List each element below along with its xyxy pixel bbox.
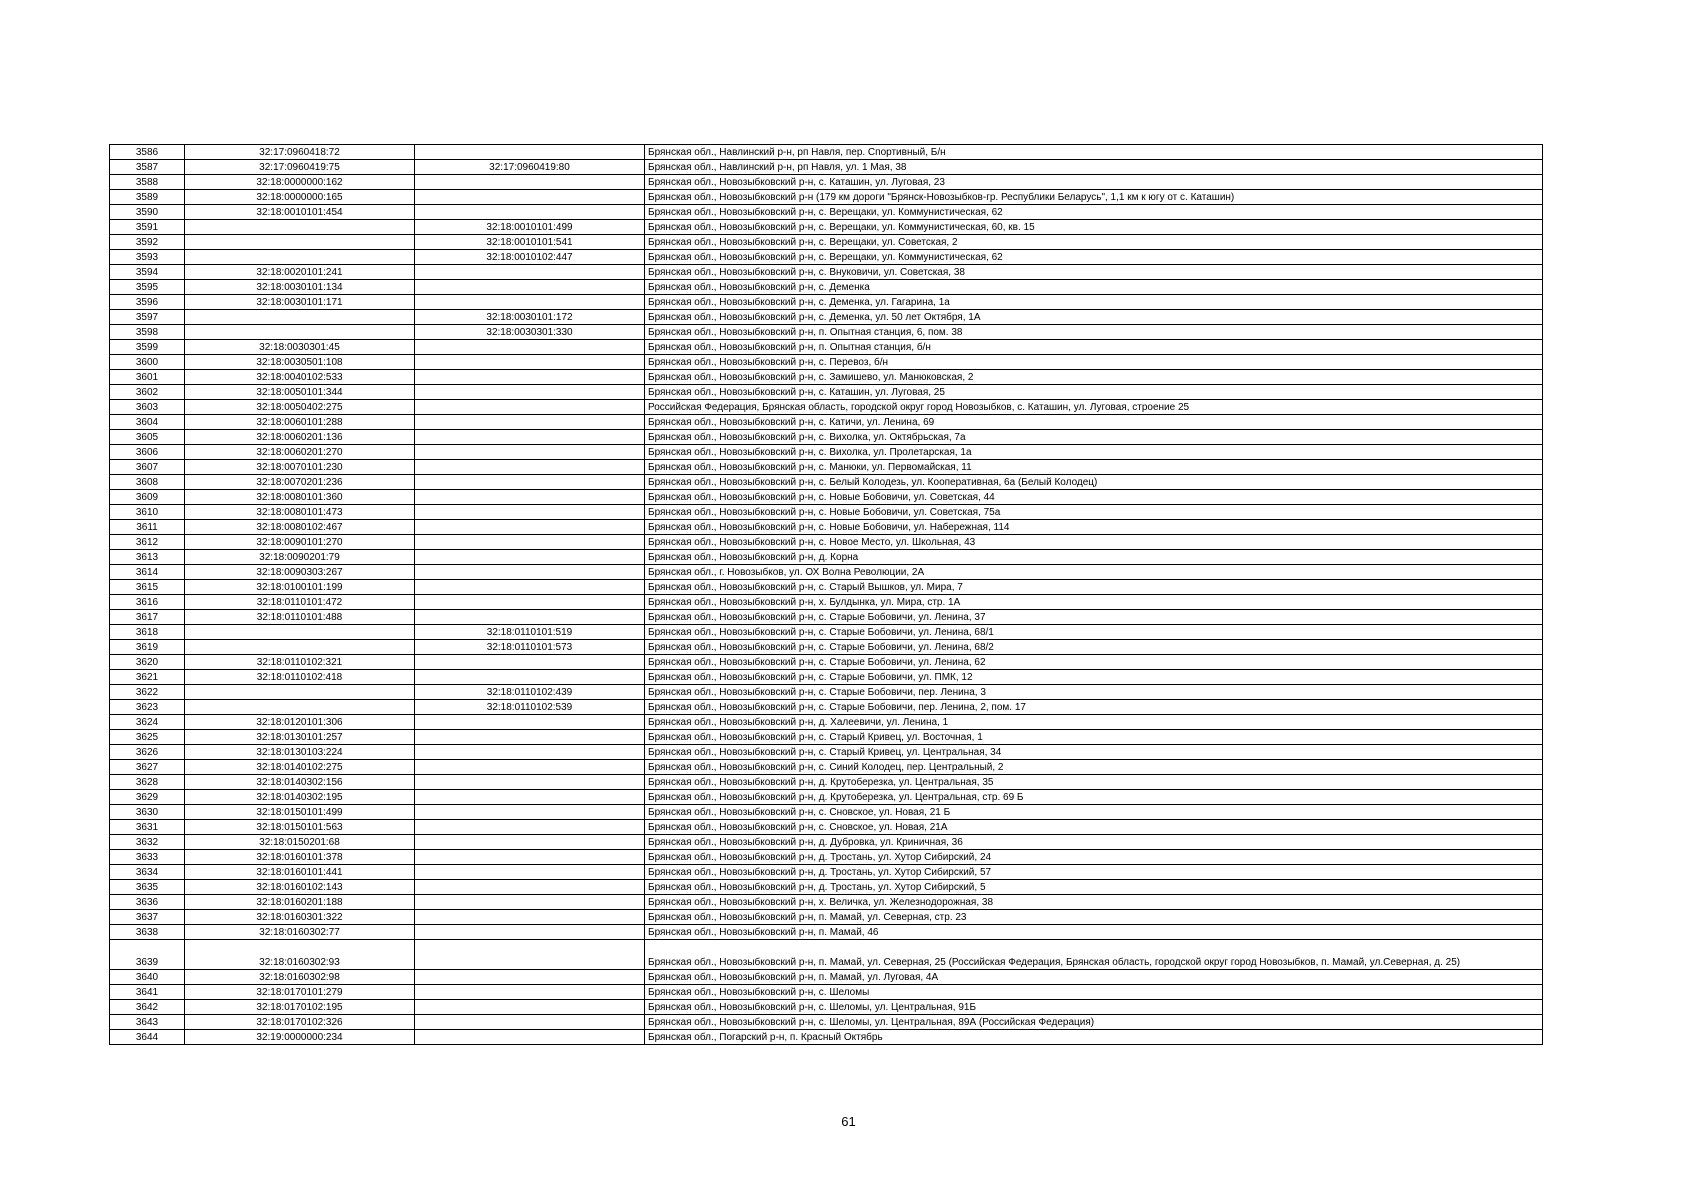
related-cadastral-number-cell xyxy=(415,805,645,820)
related-cadastral-number-cell xyxy=(415,565,645,580)
table-row xyxy=(110,490,1543,505)
address-cell: Брянская обл., Новозыбковский р-н, с. Шеломы, ул. Центральная, 89А (Российская Федерация) xyxy=(645,1015,1543,1030)
row-number-cell: 3604 xyxy=(110,415,185,430)
table-row xyxy=(110,160,1543,175)
related-cadastral-number-cell xyxy=(415,910,645,925)
table-row xyxy=(110,685,1543,700)
related-cadastral-number-cell xyxy=(415,595,645,610)
table-row xyxy=(110,805,1543,820)
cadastral-number-cell: 32:18:0160302:93 xyxy=(185,940,415,970)
row-number-cell: 3644 xyxy=(110,1030,185,1045)
row-number-cell: 3599 xyxy=(110,340,185,355)
address-cell: Брянская обл., Новозыбковский р-н, д. Тростань, ул. Хутор Сибирский, 24 xyxy=(645,850,1543,865)
table-row xyxy=(110,235,1543,250)
cadastral-number-cell: 32:18:0160101:378 xyxy=(185,850,415,865)
cadastral-number-cell: 32:18:0060201:136 xyxy=(185,430,415,445)
table-row xyxy=(110,730,1543,745)
row-number-cell: 3637 xyxy=(110,910,185,925)
address-cell: Брянская обл., Новозыбковский р-н, д. Крутоберезка, ул. Центральная, стр. 69 Б xyxy=(645,790,1543,805)
address-cell: Брянская обл., Новозыбковский р-н, с. Старые Бобовичи, ул. ПМК, 12 xyxy=(645,670,1543,685)
related-cadastral-number-cell xyxy=(415,820,645,835)
related-cadastral-number-cell xyxy=(415,205,645,220)
cadastral-number-cell: 32:18:0030101:134 xyxy=(185,280,415,295)
related-cadastral-number-cell xyxy=(415,355,645,370)
row-number-cell: 3610 xyxy=(110,505,185,520)
cadastral-number-cell: 32:18:0010101:454 xyxy=(185,205,415,220)
cadastral-number-cell: 32:18:0160201:188 xyxy=(185,895,415,910)
cadastral-number-cell: 32:18:0170101:279 xyxy=(185,985,415,1000)
related-cadastral-number-cell xyxy=(415,340,645,355)
related-cadastral-number-cell xyxy=(415,835,645,850)
address-cell: Брянская обл., Новозыбковский р-н, д. Тростань, ул. Хутор Сибирский, 57 xyxy=(645,865,1543,880)
table-row xyxy=(110,310,1543,325)
row-number-cell: 3632 xyxy=(110,835,185,850)
address-cell: Брянская обл., Новозыбковский р-н, с. Шеломы, ул. Центральная, 91Б xyxy=(645,1000,1543,1015)
related-cadastral-number-cell: 32:18:0110102:539 xyxy=(415,700,645,715)
cadastral-number-cell xyxy=(185,310,415,325)
row-number-cell: 3622 xyxy=(110,685,185,700)
row-number-cell: 3628 xyxy=(110,775,185,790)
cadastral-number-cell: 32:17:0960418:72 xyxy=(185,145,415,160)
records-table xyxy=(109,144,1543,1045)
cadastral-number-cell: 32:18:0150201:68 xyxy=(185,835,415,850)
table-row xyxy=(110,865,1543,880)
related-cadastral-number-cell xyxy=(415,520,645,535)
address-cell: Брянская обл., Новозыбковский р-н, х. Булдынка, ул. Мира, стр. 1А xyxy=(645,595,1543,610)
table-row xyxy=(110,1000,1543,1015)
row-number-cell: 3639 xyxy=(110,940,185,970)
cadastral-number-cell: 32:18:0070201:236 xyxy=(185,475,415,490)
table-row xyxy=(110,370,1543,385)
address-cell: Брянская обл., Новозыбковский р-н, д. Тростань, ул. Хутор Сибирский, 5 xyxy=(645,880,1543,895)
related-cadastral-number-cell: 32:18:0110101:519 xyxy=(415,625,645,640)
related-cadastral-number-cell xyxy=(415,145,645,160)
cadastral-number-cell: 32:18:0110101:472 xyxy=(185,595,415,610)
row-number-cell: 3590 xyxy=(110,205,185,220)
related-cadastral-number-cell xyxy=(415,730,645,745)
related-cadastral-number-cell xyxy=(415,1000,645,1015)
row-number-cell: 3627 xyxy=(110,760,185,775)
related-cadastral-number-cell: 32:18:0030101:172 xyxy=(415,310,645,325)
address-cell: Брянская обл., Новозыбковский р-н (179 км дороги "Брянск-Новозыбков-гр. Республики Беларусь", 1,1 км к югу от с. Каташин) xyxy=(645,190,1543,205)
address-cell: Брянская обл., Новозыбковский р-н, п. Мамай, ул. Луговая, 4А xyxy=(645,970,1543,985)
related-cadastral-number-cell: 32:18:0010101:541 xyxy=(415,235,645,250)
table-row xyxy=(110,985,1543,1000)
cadastral-number-cell: 32:18:0040102:533 xyxy=(185,370,415,385)
address-cell: Брянская обл., Новозыбковский р-н, с. Новое Место, ул. Школьная, 43 xyxy=(645,535,1543,550)
table-row xyxy=(110,655,1543,670)
table-row xyxy=(110,325,1543,340)
row-number-cell: 3643 xyxy=(110,1015,185,1030)
row-number-cell: 3640 xyxy=(110,970,185,985)
table-row xyxy=(110,535,1543,550)
related-cadastral-number-cell xyxy=(415,940,645,970)
address-cell: Брянская обл., Новозыбковский р-н, с. Деменка, ул. Гагарина, 1а xyxy=(645,295,1543,310)
address-cell: Брянская обл., Новозыбковский р-н, с. Старые Бобовичи, ул. Ленина, 68/2 xyxy=(645,640,1543,655)
row-number-cell: 3642 xyxy=(110,1000,185,1015)
row-number-cell: 3623 xyxy=(110,700,185,715)
cadastral-number-cell xyxy=(185,640,415,655)
address-cell: Брянская обл., Новозыбковский р-н, п. Мамай, ул. Северная, стр. 23 xyxy=(645,910,1543,925)
address-cell: Брянская обл., Новозыбковский р-н, с. Каташин, ул. Луговая, 25 xyxy=(645,385,1543,400)
table-row xyxy=(110,970,1543,985)
cadastral-number-cell: 32:18:0080101:360 xyxy=(185,490,415,505)
cadastral-number-cell: 32:18:0050402:275 xyxy=(185,400,415,415)
related-cadastral-number-cell xyxy=(415,745,645,760)
related-cadastral-number-cell xyxy=(415,430,645,445)
row-number-cell: 3629 xyxy=(110,790,185,805)
address-cell: Брянская обл., Новозыбковский р-н, с. Новые Бобовичи, ул. Советская, 44 xyxy=(645,490,1543,505)
related-cadastral-number-cell xyxy=(415,535,645,550)
address-cell: Брянская обл., Новозыбковский р-н, с. Старые Бобовичи, ул. Ленина, 37 xyxy=(645,610,1543,625)
address-cell: Брянская обл., Новозыбковский р-н, с. Новые Бобовичи, ул. Набережная, 114 xyxy=(645,520,1543,535)
row-number-cell: 3616 xyxy=(110,595,185,610)
table-row xyxy=(110,250,1543,265)
table-row xyxy=(110,385,1543,400)
related-cadastral-number-cell xyxy=(415,1030,645,1045)
cadastral-number-cell: 32:18:0060101:288 xyxy=(185,415,415,430)
cadastral-number-cell: 32:18:0110101:488 xyxy=(185,610,415,625)
related-cadastral-number-cell xyxy=(415,295,645,310)
cadastral-number-cell: 32:18:0160301:322 xyxy=(185,910,415,925)
related-cadastral-number-cell xyxy=(415,505,645,520)
row-number-cell: 3601 xyxy=(110,370,185,385)
row-number-cell: 3630 xyxy=(110,805,185,820)
table-row xyxy=(110,760,1543,775)
cadastral-number-cell xyxy=(185,235,415,250)
table-row xyxy=(110,700,1543,715)
related-cadastral-number-cell xyxy=(415,550,645,565)
cadastral-number-cell: 32:18:0030301:45 xyxy=(185,340,415,355)
cadastral-number-cell xyxy=(185,700,415,715)
related-cadastral-number-cell xyxy=(415,385,645,400)
related-cadastral-number-cell xyxy=(415,400,645,415)
address-cell: Брянская обл., Новозыбковский р-н, п. Мамай, ул. Северная, 25 (Российская Федерация, Брянская область, городской округ город Новозыбков, п. Мамай, ул.Северная, д. 25) xyxy=(645,940,1543,970)
address-cell: Брянская обл., Новозыбковский р-н, с. Вихолка, ул. Октябрьская, 7а xyxy=(645,430,1543,445)
table-row xyxy=(110,895,1543,910)
address-cell: Брянская обл., Новозыбковский р-н, с. Катичи, ул. Ленина, 69 xyxy=(645,415,1543,430)
cadastral-number-cell: 32:18:0130101:257 xyxy=(185,730,415,745)
table-row xyxy=(110,430,1543,445)
row-number-cell: 3633 xyxy=(110,850,185,865)
row-number-cell: 3641 xyxy=(110,985,185,1000)
address-cell: Брянская обл., Новозыбковский р-н, д. Халеевичи, ул. Ленина, 1 xyxy=(645,715,1543,730)
related-cadastral-number-cell xyxy=(415,760,645,775)
address-cell: Брянская обл., Новозыбковский р-н, с. Старый Кривец, ул. Восточная, 1 xyxy=(645,730,1543,745)
related-cadastral-number-cell xyxy=(415,190,645,205)
address-cell: Российская Федерация, Брянская область, городской округ город Новозыбков, с. Каташин, ул. Луговая, строение 25 xyxy=(645,400,1543,415)
row-number-cell: 3609 xyxy=(110,490,185,505)
table-row xyxy=(110,565,1543,580)
cadastral-number-cell: 32:18:0050101:344 xyxy=(185,385,415,400)
table-row xyxy=(110,340,1543,355)
row-number-cell: 3626 xyxy=(110,745,185,760)
cadastral-number-cell xyxy=(185,625,415,640)
address-cell: Брянская обл., Новозыбковский р-н, с. Сновское, ул. Новая, 21А xyxy=(645,820,1543,835)
row-number-cell: 3624 xyxy=(110,715,185,730)
table-row xyxy=(110,190,1543,205)
row-number-cell: 3587 xyxy=(110,160,185,175)
row-number-cell: 3620 xyxy=(110,655,185,670)
table-row xyxy=(110,1015,1543,1030)
table-row xyxy=(110,790,1543,805)
table-row xyxy=(110,640,1543,655)
address-cell: Брянская обл., Навлинский р-н, рп Навля, пер. Спортивный, Б/н xyxy=(645,145,1543,160)
related-cadastral-number-cell xyxy=(415,670,645,685)
row-number-cell: 3595 xyxy=(110,280,185,295)
table-row xyxy=(110,400,1543,415)
row-number-cell: 3619 xyxy=(110,640,185,655)
address-cell: Брянская обл., Новозыбковский р-н, с. Старые Бобовичи, пер. Ленина, 3 xyxy=(645,685,1543,700)
address-cell: Брянская обл., Новозыбковский р-н, с. Деменка, ул. 50 лет Октября, 1А xyxy=(645,310,1543,325)
cadastral-number-cell: 32:18:0090303:267 xyxy=(185,565,415,580)
address-cell: Брянская обл., Новозыбковский р-н, с. Верещаки, ул. Коммунистическая, 60, кв. 15 xyxy=(645,220,1543,235)
address-cell: Брянская обл., Новозыбковский р-н, д. Корна xyxy=(645,550,1543,565)
table-row xyxy=(110,745,1543,760)
row-number-cell: 3614 xyxy=(110,565,185,580)
table-row xyxy=(110,835,1543,850)
address-cell: Брянская обл., Новозыбковский р-н, с. Старые Бобовичи, пер. Ленина, 2, пом. 17 xyxy=(645,700,1543,715)
table-row xyxy=(110,625,1543,640)
related-cadastral-number-cell xyxy=(415,175,645,190)
cadastral-number-cell: 32:18:0080101:473 xyxy=(185,505,415,520)
cadastral-number-cell: 32:18:0120101:306 xyxy=(185,715,415,730)
address-cell: Брянская обл., Новозыбковский р-н, с. Верещаки, ул. Коммунистическая, 62 xyxy=(645,205,1543,220)
related-cadastral-number-cell xyxy=(415,790,645,805)
row-number-cell: 3591 xyxy=(110,220,185,235)
row-number-cell: 3589 xyxy=(110,190,185,205)
address-cell: Брянская обл., Новозыбковский р-н, х. Величка, ул. Железнодорожная, 38 xyxy=(645,895,1543,910)
row-number-cell: 3617 xyxy=(110,610,185,625)
related-cadastral-number-cell xyxy=(415,1015,645,1030)
address-cell: Брянская обл., Новозыбковский р-н, с. Верещаки, ул. Советская, 2 xyxy=(645,235,1543,250)
address-cell: Брянская обл., Новозыбковский р-н, с. Белый Колодезь, ул. Кооперативная, 6а (Белый Колодец) xyxy=(645,475,1543,490)
related-cadastral-number-cell: 32:18:0110102:439 xyxy=(415,685,645,700)
row-number-cell: 3596 xyxy=(110,295,185,310)
address-cell: Брянская обл., Новозыбковский р-н, с. Старый Кривец, ул. Центральная, 34 xyxy=(645,745,1543,760)
cadastral-number-cell: 32:18:0160101:441 xyxy=(185,865,415,880)
related-cadastral-number-cell xyxy=(415,475,645,490)
cadastral-number-cell: 32:18:0140302:156 xyxy=(185,775,415,790)
table-row xyxy=(110,175,1543,190)
table-row xyxy=(110,880,1543,895)
address-cell: Брянская обл., Новозыбковский р-н, с. Старый Вышков, ул. Мира, 7 xyxy=(645,580,1543,595)
table-row xyxy=(110,850,1543,865)
row-number-cell: 3592 xyxy=(110,235,185,250)
cadastral-number-cell: 32:18:0140302:195 xyxy=(185,790,415,805)
row-number-cell: 3618 xyxy=(110,625,185,640)
table-row xyxy=(110,475,1543,490)
address-cell: Брянская обл., Новозыбковский р-н, с. Внуковичи, ул. Советская, 38 xyxy=(645,265,1543,280)
row-number-cell: 3612 xyxy=(110,535,185,550)
cadastral-number-cell: 32:18:0110102:418 xyxy=(185,670,415,685)
related-cadastral-number-cell xyxy=(415,775,645,790)
cadastral-number-cell: 32:18:0020101:241 xyxy=(185,265,415,280)
row-number-cell: 3621 xyxy=(110,670,185,685)
address-cell: Брянская обл., Погарский р-н, п. Красный Октябрь xyxy=(645,1030,1543,1045)
cadastral-number-cell: 32:18:0170102:326 xyxy=(185,1015,415,1030)
address-cell: Брянская обл., г. Новозыбков, ул. ОХ Волна Революции, 2А xyxy=(645,565,1543,580)
related-cadastral-number-cell xyxy=(415,370,645,385)
related-cadastral-number-cell xyxy=(415,445,645,460)
row-number-cell: 3607 xyxy=(110,460,185,475)
row-number-cell: 3598 xyxy=(110,325,185,340)
related-cadastral-number-cell xyxy=(415,880,645,895)
row-number-cell: 3631 xyxy=(110,820,185,835)
related-cadastral-number-cell xyxy=(415,280,645,295)
table-row xyxy=(110,925,1543,940)
cadastral-number-cell: 32:18:0060201:270 xyxy=(185,445,415,460)
related-cadastral-number-cell xyxy=(415,490,645,505)
table-row xyxy=(110,145,1543,160)
address-cell: Брянская обл., Новозыбковский р-н, д. Дубровка, ул. Криничная, 36 xyxy=(645,835,1543,850)
row-number-cell: 3615 xyxy=(110,580,185,595)
related-cadastral-number-cell xyxy=(415,970,645,985)
table-row xyxy=(110,415,1543,430)
table-row xyxy=(110,460,1543,475)
table-row xyxy=(110,205,1543,220)
cadastral-number-cell: 32:18:0160302:77 xyxy=(185,925,415,940)
row-number-cell: 3625 xyxy=(110,730,185,745)
related-cadastral-number-cell xyxy=(415,655,645,670)
row-number-cell: 3605 xyxy=(110,430,185,445)
row-number-cell: 3611 xyxy=(110,520,185,535)
table-row xyxy=(110,550,1543,565)
page-number: 61 xyxy=(841,1114,856,1129)
cadastral-number-cell: 32:18:0160302:98 xyxy=(185,970,415,985)
row-number-cell: 3593 xyxy=(110,250,185,265)
address-cell: Брянская обл., Новозыбковский р-н, с. Старые Бобовичи, ул. Ленина, 68/1 xyxy=(645,625,1543,640)
related-cadastral-number-cell xyxy=(415,985,645,1000)
address-cell: Брянская обл., Новозыбковский р-н, п. Опытная станция, б/н xyxy=(645,340,1543,355)
address-cell: Брянская обл., Новозыбковский р-н, с. Вихолка, ул. Пролетарская, 1а xyxy=(645,445,1543,460)
cadastral-number-cell xyxy=(185,220,415,235)
row-number-cell: 3603 xyxy=(110,400,185,415)
table-row xyxy=(110,820,1543,835)
related-cadastral-number-cell xyxy=(415,895,645,910)
cadastral-number-cell: 32:18:0090201:79 xyxy=(185,550,415,565)
cadastral-number-cell: 32:18:0070101:230 xyxy=(185,460,415,475)
related-cadastral-number-cell xyxy=(415,610,645,625)
address-cell: Брянская обл., Навлинский р-н, рп Навля, ул. 1 Мая, 38 xyxy=(645,160,1543,175)
table-row xyxy=(110,1030,1543,1045)
related-cadastral-number-cell: 32:18:0010102:447 xyxy=(415,250,645,265)
address-cell: Брянская обл., Новозыбковский р-н, с. Шеломы xyxy=(645,985,1543,1000)
row-number-cell: 3608 xyxy=(110,475,185,490)
table-row xyxy=(110,580,1543,595)
address-cell: Брянская обл., Новозыбковский р-н, д. Крутоберезка, ул. Центральная, 35 xyxy=(645,775,1543,790)
cadastral-number-cell xyxy=(185,325,415,340)
address-cell: Брянская обл., Новозыбковский р-н, с. Замишево, ул. Манюковская, 2 xyxy=(645,370,1543,385)
row-number-cell: 3588 xyxy=(110,175,185,190)
related-cadastral-number-cell xyxy=(415,925,645,940)
address-cell: Брянская обл., Новозыбковский р-н, с. Каташин, ул. Луговая, 23 xyxy=(645,175,1543,190)
row-number-cell: 3594 xyxy=(110,265,185,280)
row-number-cell: 3586 xyxy=(110,145,185,160)
address-cell: Брянская обл., Новозыбковский р-н, с. Синий Колодец, пер. Центральный, 2 xyxy=(645,760,1543,775)
related-cadastral-number-cell xyxy=(415,460,645,475)
cadastral-number-cell: 32:18:0080102:467 xyxy=(185,520,415,535)
address-cell: Брянская обл., Новозыбковский р-н, с. Деменка xyxy=(645,280,1543,295)
address-cell: Брянская обл., Новозыбковский р-н, п. Мамай, 46 xyxy=(645,925,1543,940)
address-cell: Брянская обл., Новозыбковский р-н, с. Верещаки, ул. Коммунистическая, 62 xyxy=(645,250,1543,265)
row-number-cell: 3600 xyxy=(110,355,185,370)
related-cadastral-number-cell xyxy=(415,415,645,430)
records-table-body xyxy=(110,145,1543,1045)
table-row xyxy=(110,910,1543,925)
cadastral-number-cell: 32:18:0000000:165 xyxy=(185,190,415,205)
row-number-cell: 3606 xyxy=(110,445,185,460)
address-cell: Брянская обл., Новозыбковский р-н, п. Опытная станция, 6, пом. 38 xyxy=(645,325,1543,340)
related-cadastral-number-cell xyxy=(415,580,645,595)
table-row xyxy=(110,220,1543,235)
table-row xyxy=(110,670,1543,685)
address-cell: Брянская обл., Новозыбковский р-н, с. Новые Бобовичи, ул. Советская, 75а xyxy=(645,505,1543,520)
table-row xyxy=(110,940,1543,970)
cadastral-number-cell: 32:18:0170102:195 xyxy=(185,1000,415,1015)
cadastral-number-cell: 32:18:0150101:499 xyxy=(185,805,415,820)
row-number-cell: 3636 xyxy=(110,895,185,910)
related-cadastral-number-cell: 32:17:0960419:80 xyxy=(415,160,645,175)
cadastral-number-cell: 32:18:0150101:563 xyxy=(185,820,415,835)
row-number-cell: 3638 xyxy=(110,925,185,940)
address-cell: Брянская обл., Новозыбковский р-н, с. Старые Бобовичи, ул. Ленина, 62 xyxy=(645,655,1543,670)
table-row xyxy=(110,610,1543,625)
related-cadastral-number-cell: 32:18:0110101:573 xyxy=(415,640,645,655)
row-number-cell: 3635 xyxy=(110,880,185,895)
cadastral-number-cell: 32:18:0130103:224 xyxy=(185,745,415,760)
cadastral-number-cell: 32:18:0090101:270 xyxy=(185,535,415,550)
table-row xyxy=(110,355,1543,370)
related-cadastral-number-cell: 32:18:0030301:330 xyxy=(415,325,645,340)
table-row xyxy=(110,775,1543,790)
related-cadastral-number-cell: 32:18:0010101:499 xyxy=(415,220,645,235)
cadastral-number-cell: 32:17:0960419:75 xyxy=(185,160,415,175)
related-cadastral-number-cell xyxy=(415,865,645,880)
related-cadastral-number-cell xyxy=(415,265,645,280)
cadastral-number-cell: 32:18:0030501:108 xyxy=(185,355,415,370)
table-row xyxy=(110,295,1543,310)
cadastral-number-cell: 32:18:0160102:143 xyxy=(185,880,415,895)
table-row xyxy=(110,520,1543,535)
cadastral-number-cell xyxy=(185,685,415,700)
row-number-cell: 3613 xyxy=(110,550,185,565)
cadastral-number-cell: 32:18:0100101:199 xyxy=(185,580,415,595)
cadastral-number-cell: 32:18:0000000:162 xyxy=(185,175,415,190)
table-row xyxy=(110,505,1543,520)
cadastral-number-cell: 32:19:0000000:234 xyxy=(185,1030,415,1045)
related-cadastral-number-cell xyxy=(415,715,645,730)
related-cadastral-number-cell xyxy=(415,850,645,865)
table-row xyxy=(110,445,1543,460)
address-cell: Брянская обл., Новозыбковский р-н, с. Сновское, ул. Новая, 21 Б xyxy=(645,805,1543,820)
cadastral-number-cell: 32:18:0030101:171 xyxy=(185,295,415,310)
cadastral-number-cell xyxy=(185,250,415,265)
table-row xyxy=(110,265,1543,280)
address-cell: Брянская обл., Новозыбковский р-н, с. Перевоз, б/н xyxy=(645,355,1543,370)
row-number-cell: 3597 xyxy=(110,310,185,325)
row-number-cell: 3602 xyxy=(110,385,185,400)
cadastral-number-cell: 32:18:0110102:321 xyxy=(185,655,415,670)
address-cell: Брянская обл., Новозыбковский р-н, с. Манюки, ул. Первомайская, 11 xyxy=(645,460,1543,475)
row-number-cell: 3634 xyxy=(110,865,185,880)
cadastral-number-cell: 32:18:0140102:275 xyxy=(185,760,415,775)
table-row xyxy=(110,595,1543,610)
table-row xyxy=(110,715,1543,730)
table-row xyxy=(110,280,1543,295)
